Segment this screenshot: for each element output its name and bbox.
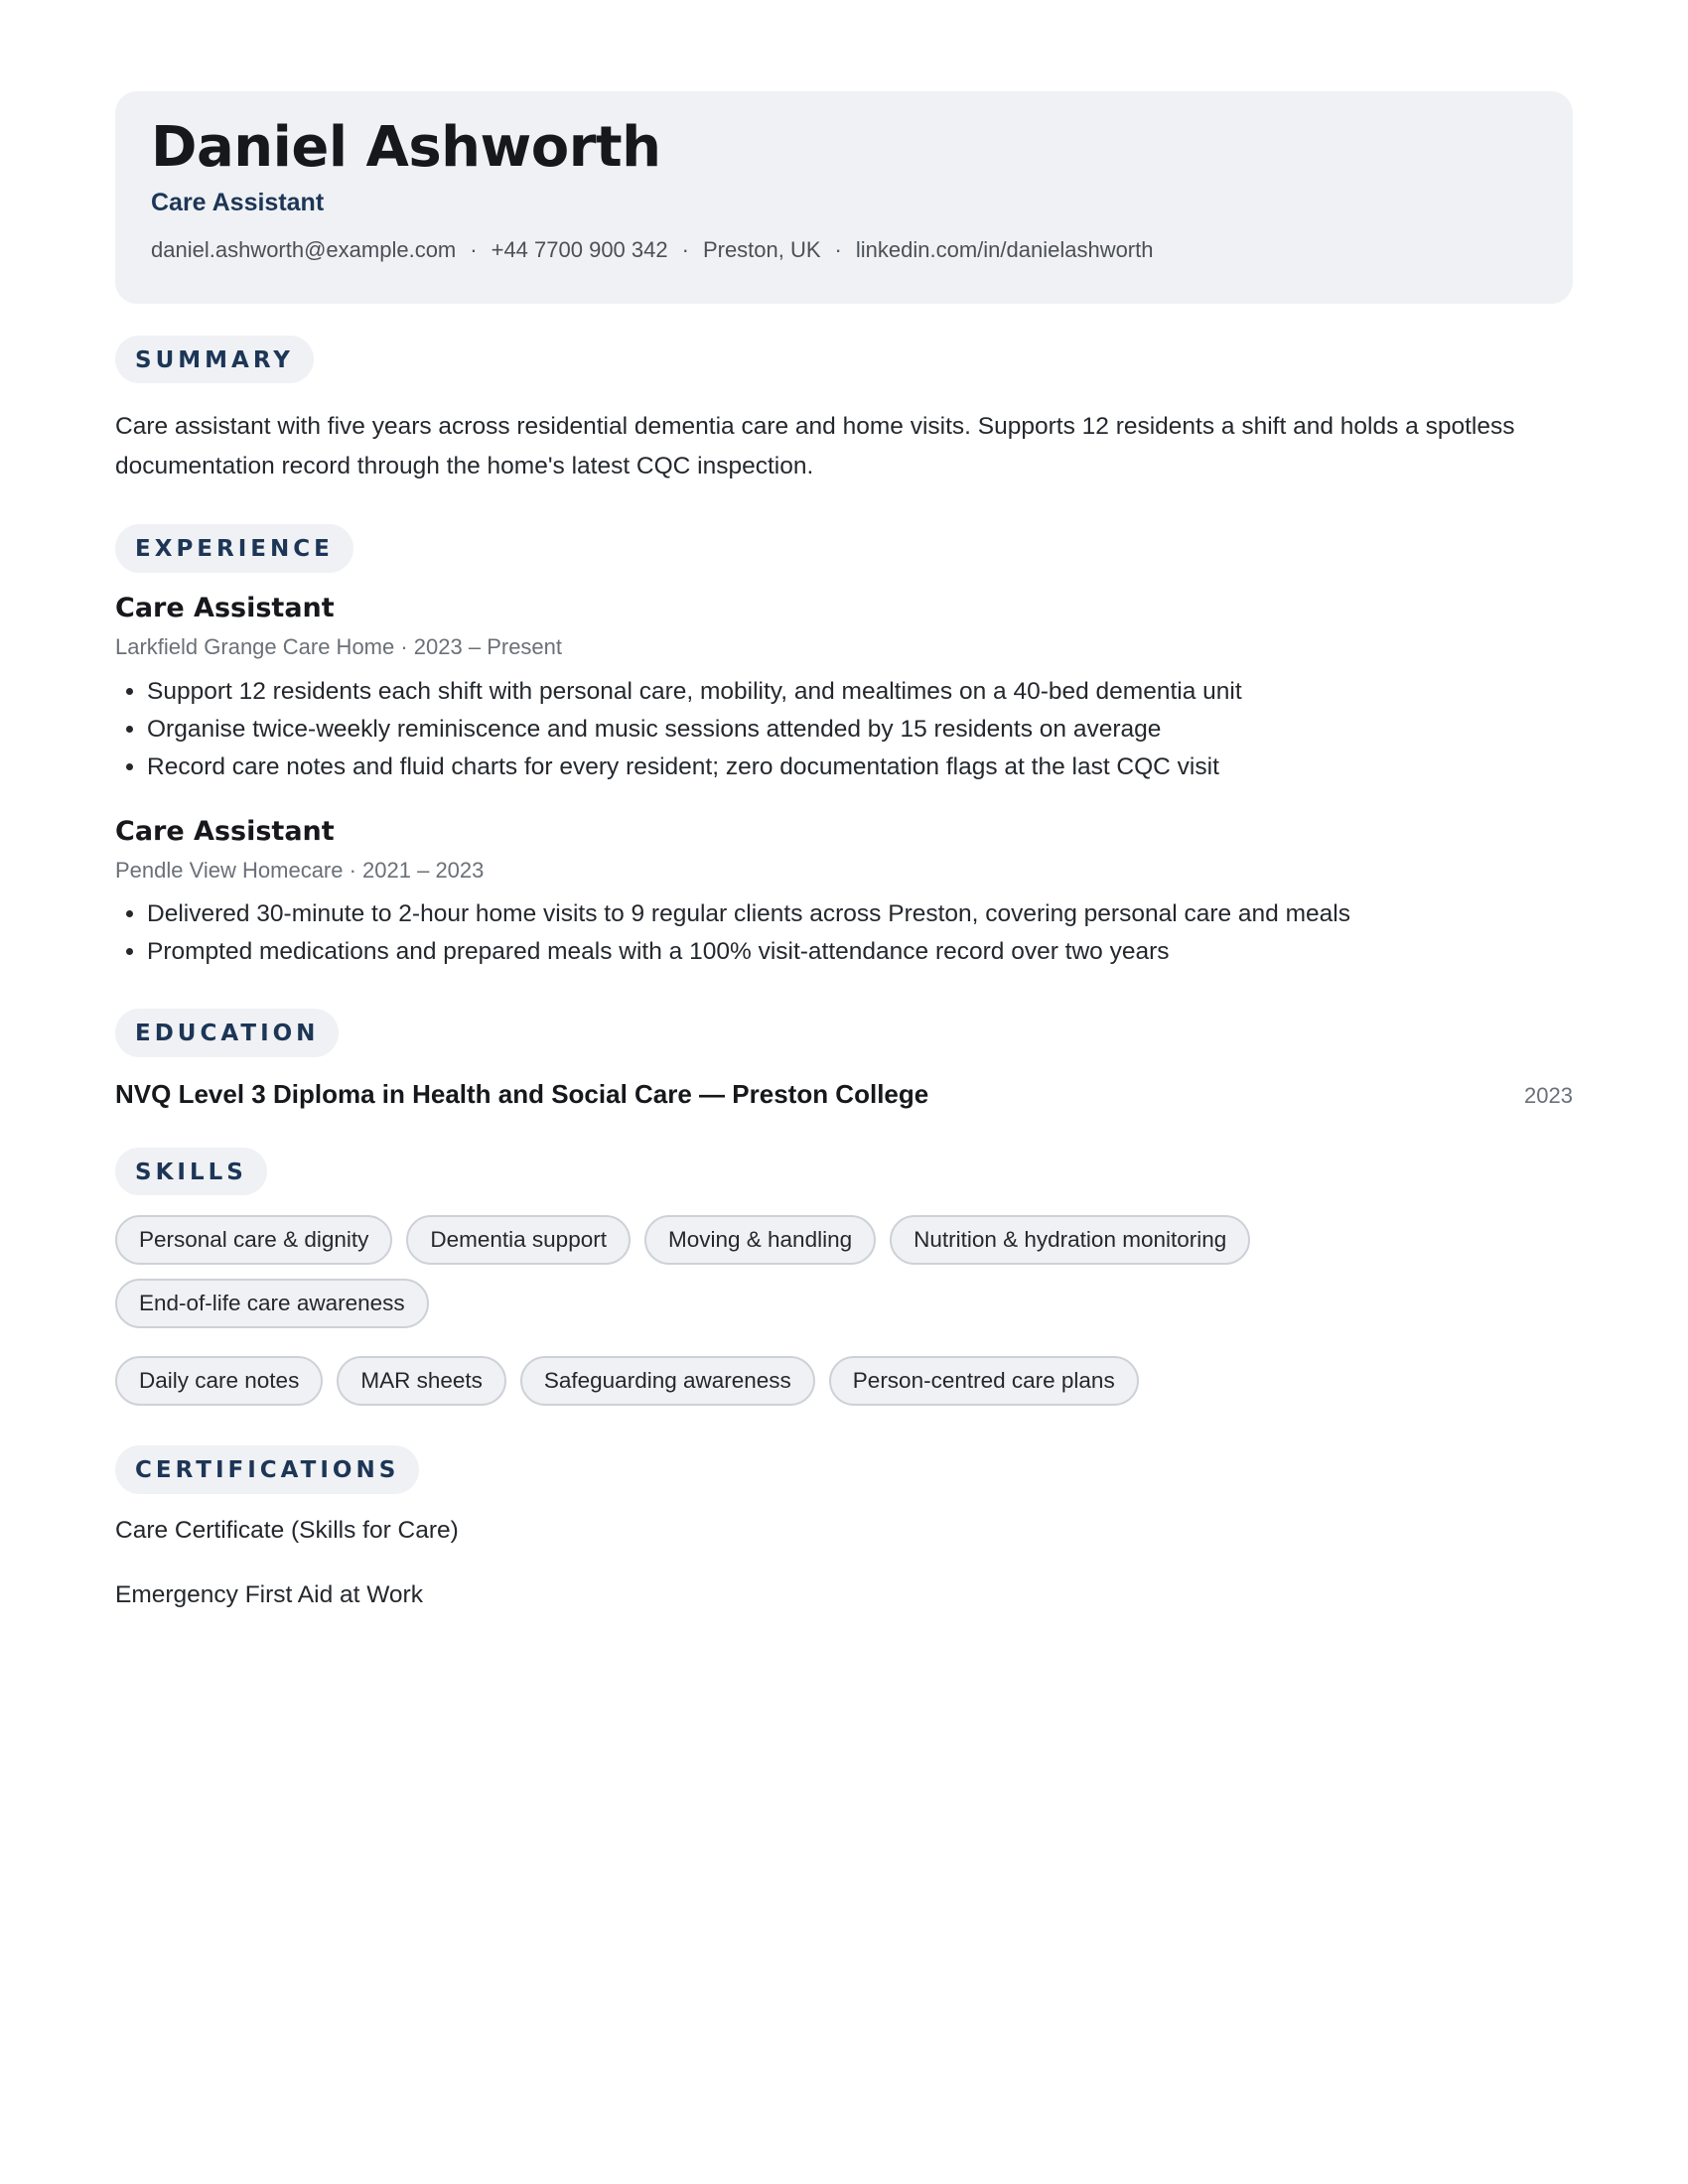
skill-chip: End-of-life care awareness	[115, 1279, 429, 1328]
education-section	[115, 1009, 1573, 1109]
contact-location: Preston, UK	[702, 236, 821, 262]
job-bullets	[115, 673, 1573, 786]
certification-item: Care Certificate (Skills for Care)	[115, 1516, 459, 1544]
contact-line	[151, 237, 1537, 263]
summary-heading: SUMMARY	[115, 336, 314, 383]
experience-section	[115, 524, 1573, 971]
skill-chip: Nutrition & hydration monitoring	[890, 1215, 1250, 1265]
skill-chip: Safeguarding awareness	[520, 1356, 815, 1406]
job-bullets	[115, 895, 1573, 971]
skill-chip: Personal care & dignity	[115, 1215, 392, 1265]
skills-group-care	[115, 1215, 1573, 1328]
contact-linkedin: linkedin.com/in/danielashworth	[855, 236, 1154, 262]
contact-separator: ·	[681, 236, 689, 262]
job-meta: Pendle View Homecare · 2021 – 2023	[115, 858, 485, 884]
resume-content	[115, 91, 1573, 1610]
summary-text: Care assistant with five years across residential dementia care and home visits. Supports 12 residents a shift and holds a spotless documentation record through the home's latest CQC inspection.	[115, 413, 1515, 480]
certification-item: Emergency First Aid at Work	[115, 1581, 423, 1609]
skills-section	[115, 1148, 1573, 1406]
skills-heading: SKILLS	[115, 1148, 267, 1195]
job-bullet: • Delivered 30-minute to 2-hour home visits to 9 regular clients across Preston, covering personal care and meals	[147, 895, 1573, 933]
education-heading: EDUCATION	[115, 1009, 339, 1056]
skills-group-documentation	[115, 1356, 1573, 1406]
job-meta: Larkfield Grange Care Home · 2023 – Present	[115, 634, 563, 660]
job-bullet: • Prompted medications and prepared meals with a 100% visit-attendance record over two years	[147, 933, 1573, 971]
certifications-heading: CERTIFICATIONS	[115, 1445, 419, 1493]
contact-separator: ·	[470, 236, 478, 262]
contact-separator: ·	[834, 236, 842, 262]
experience-heading: EXPERIENCE	[115, 524, 353, 572]
job-entry	[115, 816, 1573, 972]
skill-chip: Moving & handling	[644, 1215, 876, 1265]
education-year: 2023	[1524, 1082, 1573, 1108]
education-degree: NVQ Level 3 Diploma in Health and Social Care — Preston College	[115, 1078, 929, 1109]
certifications-section	[115, 1445, 1573, 1609]
header-card	[115, 91, 1573, 304]
candidate-name: Daniel Ashworth	[151, 115, 661, 180]
skill-chip: Daily care notes	[115, 1356, 323, 1406]
candidate-role: Care Assistant	[151, 188, 325, 216]
job-bullet: • Support 12 residents each shift with personal care, mobility, and mealtimes on a 40-bed dementia unit	[147, 673, 1573, 711]
job-title: Care Assistant	[115, 592, 335, 623]
summary-section	[115, 336, 1573, 486]
contact-email: daniel.ashworth@example.com	[151, 236, 457, 262]
education-entry	[115, 1079, 1573, 1110]
job-bullet: • Record care notes and fluid charts for every resident; zero documentation flags at the last CQC visit	[147, 749, 1573, 786]
job-title: Care Assistant	[115, 815, 335, 847]
skill-chip: MAR sheets	[337, 1356, 506, 1406]
contact-phone: +44 7700 900 342	[491, 236, 668, 262]
skill-chip: Dementia support	[406, 1215, 631, 1265]
job-entry	[115, 593, 1573, 786]
job-bullet: • Organise twice-weekly reminiscence and music sessions attended by 15 residents on average	[147, 711, 1573, 749]
skill-chip: Person-centred care plans	[829, 1356, 1139, 1406]
